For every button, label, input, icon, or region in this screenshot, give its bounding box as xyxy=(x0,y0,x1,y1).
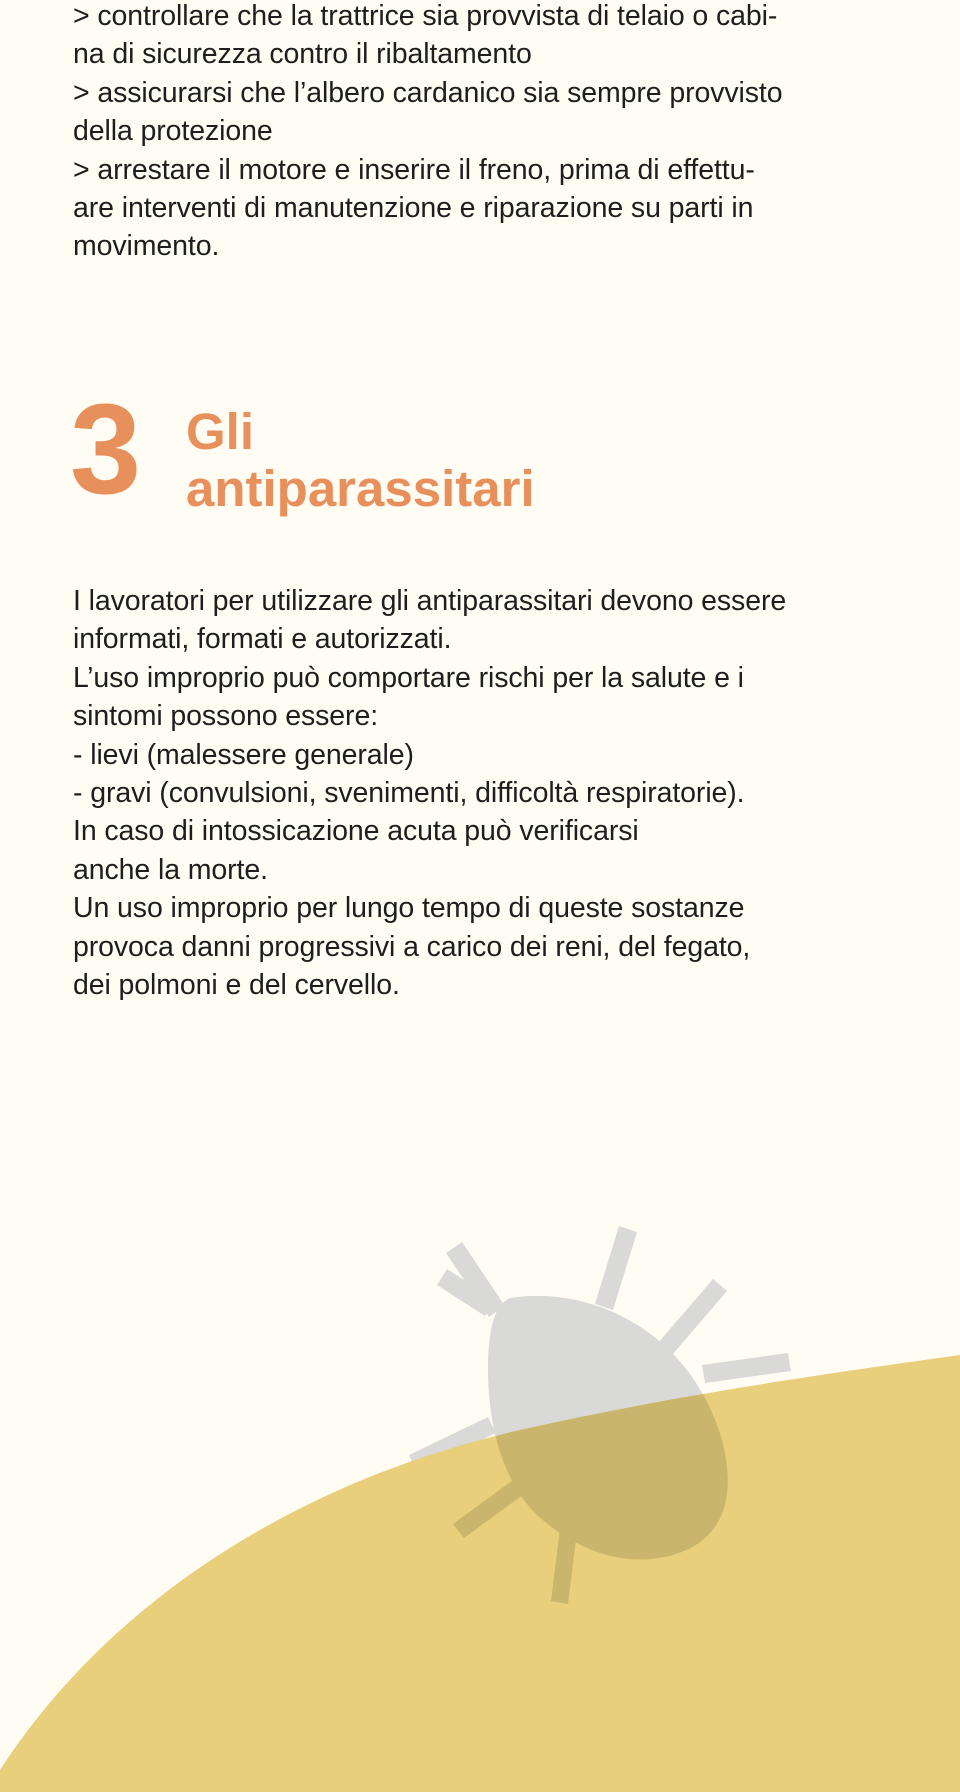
body-line: I lavoratori per utilizzare gli antiparassitari devono essere xyxy=(73,585,787,617)
body-line: Un uso improprio per lungo tempo di queste sostanze xyxy=(73,892,745,925)
intro-line: are interventi di manutenzione e riparazione su parti in xyxy=(73,192,754,225)
body-line: In caso di intossicazione acuta può verificarsi xyxy=(73,815,639,848)
body-line: dei polmoni e del cervello. xyxy=(73,969,400,1002)
body-line: informati, formati e autorizzati. xyxy=(73,623,452,656)
intro-bullet-list xyxy=(73,0,913,266)
body-line: sintomi possono essere: xyxy=(73,700,379,733)
intro-line: > assicurarsi che l’albero cardanico sia sempre provvisto xyxy=(73,76,783,109)
intro-line: > controllare che la trattrice sia provvista di telaio o cabi- xyxy=(73,0,778,32)
intro-line: movimento. xyxy=(73,230,220,263)
sun-over-hill-icon xyxy=(0,1180,960,1792)
section-number: 3 xyxy=(70,378,138,521)
hill-shape xyxy=(0,1355,960,1792)
section-title-line: Gli xyxy=(186,403,255,460)
body-line: anche la morte. xyxy=(73,853,268,886)
body-line: L’uso improprio può comportare rischi per la salute e i xyxy=(73,661,744,694)
intro-line: na di sicurezza contro il ribaltamento xyxy=(73,38,532,71)
sun-ray xyxy=(702,1353,791,1383)
sun-ray xyxy=(595,1226,637,1310)
body-line: - gravi (convulsioni, svenimenti, difficoltà respiratorie). xyxy=(73,777,745,810)
sun-ray xyxy=(658,1279,727,1355)
intro-line: > arrestare il motore e inserire il freno, prima di effettu- xyxy=(73,153,755,186)
body-line: provoca danni progressivi a carico dei reni, del fegato, xyxy=(73,930,751,963)
section-title-line: antiparassitari xyxy=(186,460,535,517)
section-body xyxy=(73,582,913,1004)
intro-line: della protezione xyxy=(73,115,273,148)
body-line: - lievi (malessere generale) xyxy=(73,738,414,771)
section-title xyxy=(186,403,535,517)
